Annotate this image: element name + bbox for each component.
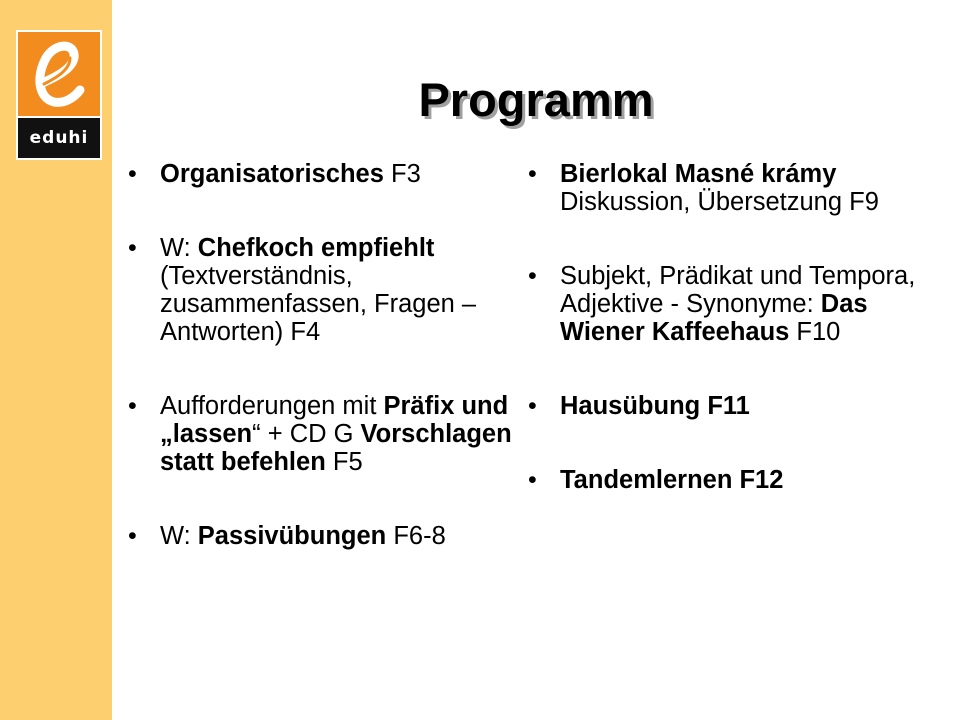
item-text: Aufforderungen mit <box>160 392 384 420</box>
sidebar-band <box>0 0 112 720</box>
item-bold-text: Organisatorisches <box>160 160 384 188</box>
item-text: F6-8 <box>386 522 446 550</box>
list-item <box>128 392 513 476</box>
item-text: F10 <box>789 318 841 346</box>
item-bold-text: Hausübung F11 <box>560 392 750 420</box>
right-bullet-list <box>528 160 938 494</box>
item-text: W: <box>160 522 198 550</box>
item-text: “ + CD G <box>252 420 361 448</box>
item-text: Diskussion, Übersetzung F9 <box>560 188 879 216</box>
item-text: F3 <box>383 160 421 188</box>
item-bold-text: Bierlokal Masné krámy <box>560 160 837 188</box>
item-text: W: <box>160 234 198 262</box>
left-bullet-list <box>128 160 513 550</box>
bullet-icon: • <box>128 522 137 550</box>
logo-wordmark: eduhi <box>18 118 100 158</box>
bullet-icon: • <box>528 262 537 290</box>
e-letter-icon <box>18 32 100 116</box>
list-item <box>528 392 938 420</box>
list-item <box>528 262 938 346</box>
list-item <box>128 160 513 188</box>
bullet-icon: • <box>528 160 537 188</box>
slide-title: Programm <box>418 73 654 126</box>
bullet-icon: • <box>528 392 537 420</box>
bullet-icon: • <box>128 234 137 262</box>
bullet-icon: • <box>128 392 137 420</box>
bullet-icon: • <box>528 466 537 494</box>
list-item <box>528 160 938 216</box>
item-bold-text: Chefkoch empfiehlt <box>197 234 435 262</box>
item-bold-text: Präfix und „lassen <box>160 392 509 448</box>
logo-e-mark <box>18 32 100 116</box>
bullet-icon: • <box>128 160 137 188</box>
item-text: (Textverständnis, zusammenfassen, Fragen – Antworten) F4 <box>160 262 477 346</box>
item-bold-text: Vorschlagen statt befehlen <box>160 420 512 476</box>
item-bold-text: Das Wiener Kaffeehaus <box>560 290 868 346</box>
eduhi-logo <box>16 30 102 160</box>
item-bold-text: Tandemlernen F12 <box>560 466 784 494</box>
list-item <box>128 522 513 550</box>
list-item <box>528 466 938 494</box>
item-bold-text: Passivübungen <box>197 522 387 550</box>
list-item <box>128 234 513 346</box>
item-text: Subjekt, Prädikat und Tempora, Adjektive - Synonyme: <box>560 262 916 318</box>
item-text: F5 <box>325 448 363 476</box>
